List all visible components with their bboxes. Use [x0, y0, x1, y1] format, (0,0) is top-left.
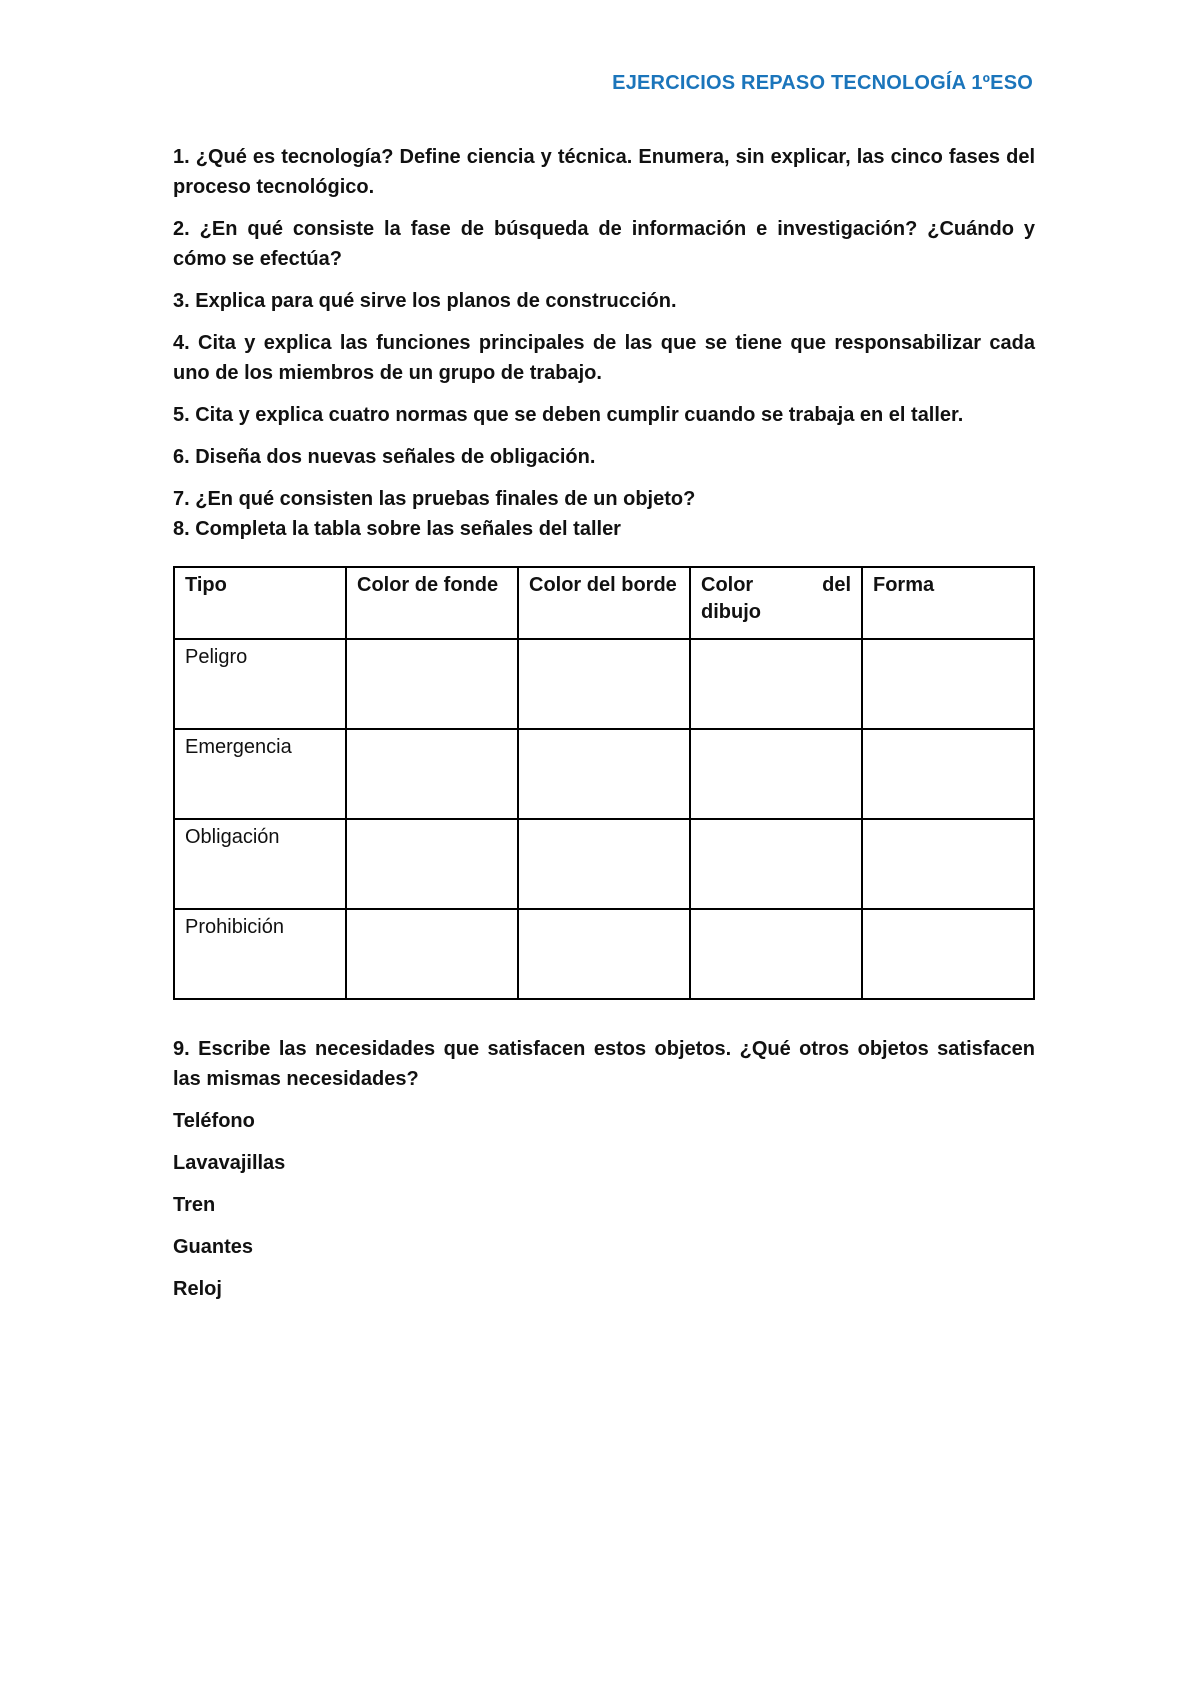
cell-forma	[862, 729, 1034, 819]
question-2: 2. ¿En qué consiste la fase de búsqueda de información e investigación? ¿Cuándo y cómo se efectúa?	[173, 218, 1035, 270]
list-item: Tren	[173, 1194, 216, 1216]
cell-tipo: Emergencia	[174, 729, 346, 819]
table-row	[174, 639, 1034, 729]
cell-color-fondo	[346, 639, 518, 729]
questions-section	[173, 142, 1035, 544]
cell-forma	[862, 639, 1034, 729]
header-forma: Forma	[862, 567, 1034, 639]
question-1: 1. ¿Qué es tecnología? Define ciencia y técnica. Enumera, sin explicar, las cinco fases del proceso tecnológico.	[173, 146, 1035, 198]
cell-forma	[862, 819, 1034, 909]
table-header-row	[174, 567, 1034, 639]
cell-color-dibujo	[690, 909, 862, 999]
question-8: 8. Completa la tabla sobre las señales del taller	[173, 518, 621, 540]
list-item: Reloj	[173, 1278, 222, 1300]
cell-tipo: Peligro	[174, 639, 346, 729]
list-item: Guantes	[173, 1236, 254, 1258]
question-5: 5. Cita y explica cuatro normas que se deben cumplir cuando se trabaja en el taller.	[173, 404, 964, 426]
question-7: 7. ¿En qué consisten las pruebas finales de un objeto?	[173, 488, 696, 510]
list-item: Teléfono	[173, 1110, 255, 1132]
cell-color-fondo	[346, 909, 518, 999]
table-row	[174, 729, 1034, 819]
question-4: 4. Cita y explica las funciones principales de las que se tiene que responsabilizar cada uno de los miembros de un grupo de trabajo.	[173, 332, 1035, 384]
table-row	[174, 819, 1034, 909]
question-9-section	[173, 1034, 1035, 1316]
cell-color-dibujo	[690, 729, 862, 819]
signals-table	[173, 566, 1035, 1000]
cell-color-borde	[518, 909, 690, 999]
cell-color-fondo	[346, 819, 518, 909]
question-6: 6. Diseña dos nuevas señales de obligación.	[173, 446, 596, 468]
cell-color-borde	[518, 729, 690, 819]
cell-tipo: Obligación	[174, 819, 346, 909]
header-color-fondo: Color de fonde	[346, 567, 518, 639]
cell-color-dibujo	[690, 819, 862, 909]
cell-tipo: Prohibición	[174, 909, 346, 999]
table-row	[174, 909, 1034, 999]
cell-color-dibujo	[690, 639, 862, 729]
cell-forma	[862, 909, 1034, 999]
question-3: 3. Explica para qué sirve los planos de construcción.	[173, 290, 677, 312]
header-color-dibujo: Color del dibujo	[690, 567, 862, 639]
question-9: 9. Escribe las necesidades que satisfacen estos objetos. ¿Qué otros objetos satisfacen las mismas necesidades?	[173, 1038, 1035, 1090]
cell-color-fondo	[346, 729, 518, 819]
page-title: EJERCICIOS REPASO TECNOLOGÍA 1ºESO	[612, 72, 1033, 94]
cell-color-borde	[518, 639, 690, 729]
header-color-borde: Color del borde	[518, 567, 690, 639]
objects-list	[173, 1106, 1035, 1316]
list-item: Lavavajillas	[173, 1152, 286, 1174]
header-tipo: Tipo	[174, 567, 346, 639]
cell-color-borde	[518, 819, 690, 909]
